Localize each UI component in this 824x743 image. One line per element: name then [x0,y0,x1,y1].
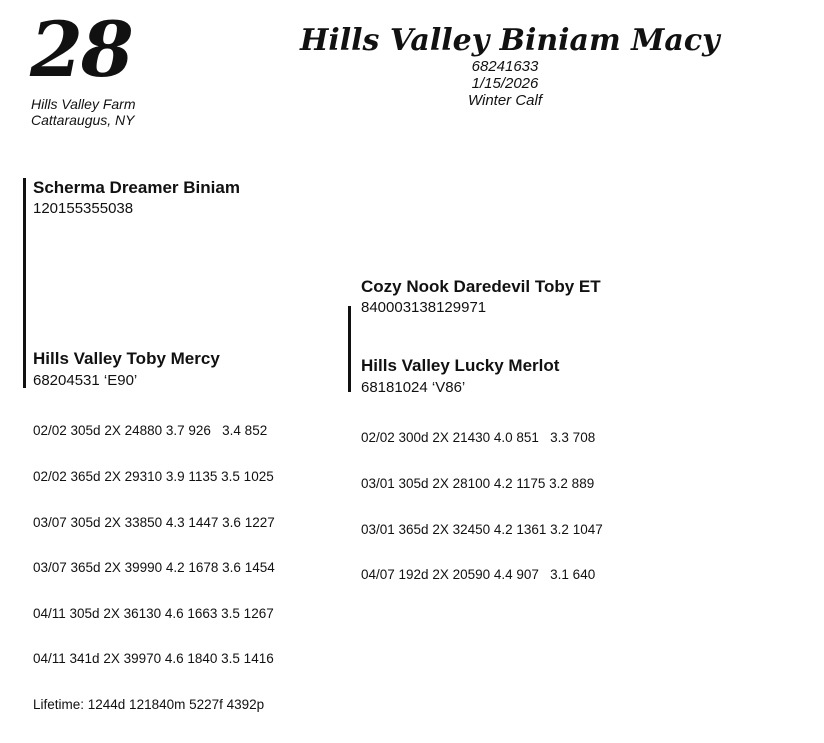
sire-dam-bracket [23,178,26,388]
dam-records [33,393,275,743]
dam-record-6: 04/11 341d 2X 39970 4.6 1840 3.5 1416 [33,651,274,667]
dam-dam-record-1: 02/02 300d 2X 21430 4.0 851 3.3 708 [361,430,596,446]
dam-record-5: 04/11 305d 2X 36130 4.6 1663 3.5 1267 [33,605,274,621]
dam-dam-records [361,400,603,613]
dam-lifetime: Lifetime: 1244d 121840m 5227f 4392p [33,697,265,713]
dam-record-4: 03/07 365d 2X 39990 4.2 1678 3.6 1454 [33,560,275,576]
dam-record-2: 02/02 365d 2X 29310 3.9 1135 3.5 1025 [33,469,274,485]
sire-reg: 120155355038 [33,200,134,217]
farm-location: Cattaraugus, NY [31,112,135,128]
dam-reg: 68204531 ‘E90’ [33,372,138,389]
dam-sire-block [361,277,601,317]
animal-id: 68241633 [471,58,539,75]
dam-dam-reg: 68181024 ‘V86’ [361,379,466,396]
dam-sire-name: Cozy Nook Daredevil Toby ET [361,277,601,296]
dam-parents-bracket [348,306,351,392]
dam-dam-record-4: 04/07 192d 2X 20590 4.4 907 3.1 640 [361,567,596,583]
lot-number: 28 [30,5,132,94]
animal-header [300,23,720,109]
animal-class: Winter Calf [467,92,543,109]
dam-record-3: 03/07 305d 2X 33850 4.3 1447 3.6 1227 [33,514,275,530]
dam-sire-reg: 840003138129971 [361,299,487,316]
dam-name: Hills Valley Toby Mercy [33,349,220,368]
farm-name: Hills Valley Farm [31,96,136,112]
dam-dam-name: Hills Valley Lucky Merlot [361,356,560,375]
farm-info [31,96,136,128]
dam-dam-block [361,356,603,613]
dam-record-1: 02/02 305d 2X 24880 3.7 926 3.4 852 [33,423,268,439]
dam-dam-record-3: 03/01 365d 2X 32450 4.2 1361 3.2 1047 [361,521,603,537]
dam-block [33,349,275,743]
sire-name: Scherma Dreamer Biniam [33,178,240,197]
sire-block [33,178,240,218]
animal-birth-date: 1/15/2026 [471,75,539,92]
dam-dam-record-2: 03/01 305d 2X 28100 4.2 1175 3.2 889 [361,476,595,492]
animal-name: Hills Valley Biniam Macy [300,23,720,58]
